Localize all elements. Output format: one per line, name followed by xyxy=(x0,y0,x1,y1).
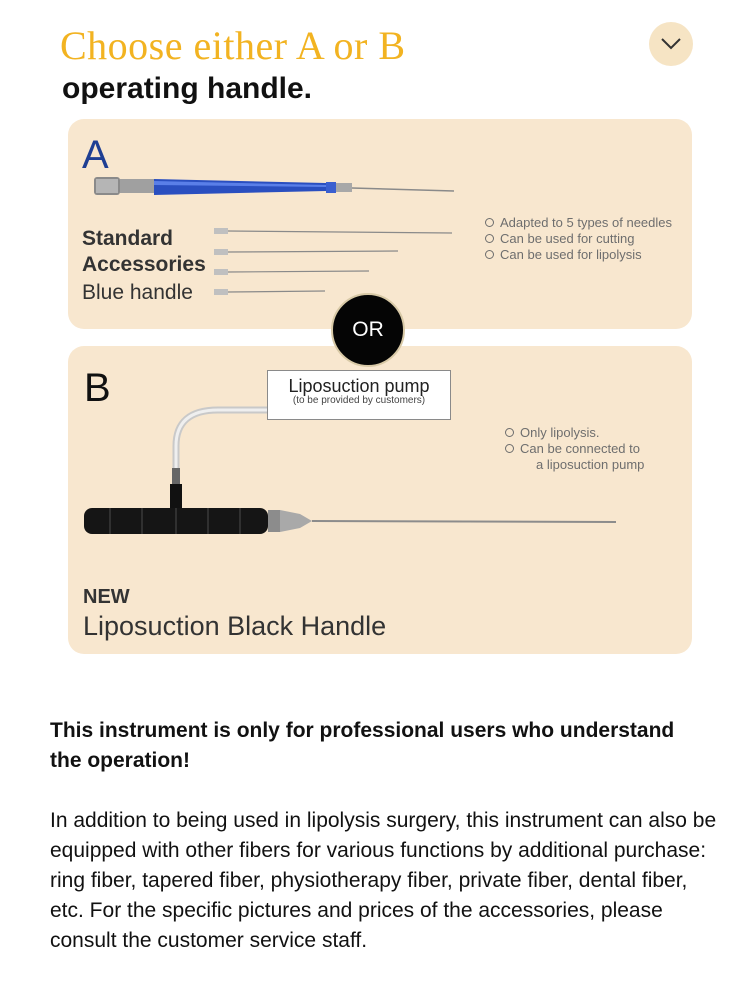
expand-button[interactable] xyxy=(649,22,693,66)
or-badge: OR xyxy=(331,293,405,367)
pump-note: (to be provided by customers) xyxy=(292,395,426,406)
option-a-letter: A xyxy=(82,133,109,177)
option-b-features xyxy=(504,425,644,473)
feature-item: Adapted to 5 types of needles xyxy=(484,215,672,231)
option-a-features xyxy=(484,215,672,263)
feature-item: Only lipolysis. xyxy=(504,425,644,441)
accessories-label-line2: Accessories xyxy=(82,253,206,276)
professional-warning: This instrument is only for professional users who understand the operation! xyxy=(50,719,675,772)
option-b-letter: B xyxy=(84,366,111,410)
new-label: NEW xyxy=(83,586,130,608)
product-description: In addition to being used in lipolysis surgery, this instrument can also be equipped with other fibers for various functions by additional purchase: ring fiber, tapered fiber, physiotherapy fiber, private fiber, dental fiber, etc. For the specific pictures and prices of the accessories, please consult the customer service staff. xyxy=(50,809,717,952)
feature-item: Can be used for lipolysis xyxy=(484,247,672,263)
feature-item: a liposuction pump xyxy=(536,457,645,472)
accessories-label-line1: Standard xyxy=(82,227,174,250)
black-handle-label: Liposuction Black Handle xyxy=(83,611,387,641)
liposuction-pump-box xyxy=(267,370,451,420)
page-subtitle: operating handle. xyxy=(62,72,313,105)
blue-handle-image xyxy=(94,177,454,195)
option-b-card[interactable] xyxy=(68,346,692,654)
blue-handle-label: Blue handle xyxy=(82,281,193,304)
accessory-needles-image xyxy=(214,228,452,295)
pump-label: Liposuction pump xyxy=(288,376,430,396)
black-handle-image xyxy=(84,484,616,534)
feature-item: Can be connected to xyxy=(504,441,644,457)
chevron-down-icon xyxy=(660,35,682,53)
feature-item: Can be used for cutting xyxy=(484,231,672,247)
page-title: Choose either A or B xyxy=(60,23,406,68)
